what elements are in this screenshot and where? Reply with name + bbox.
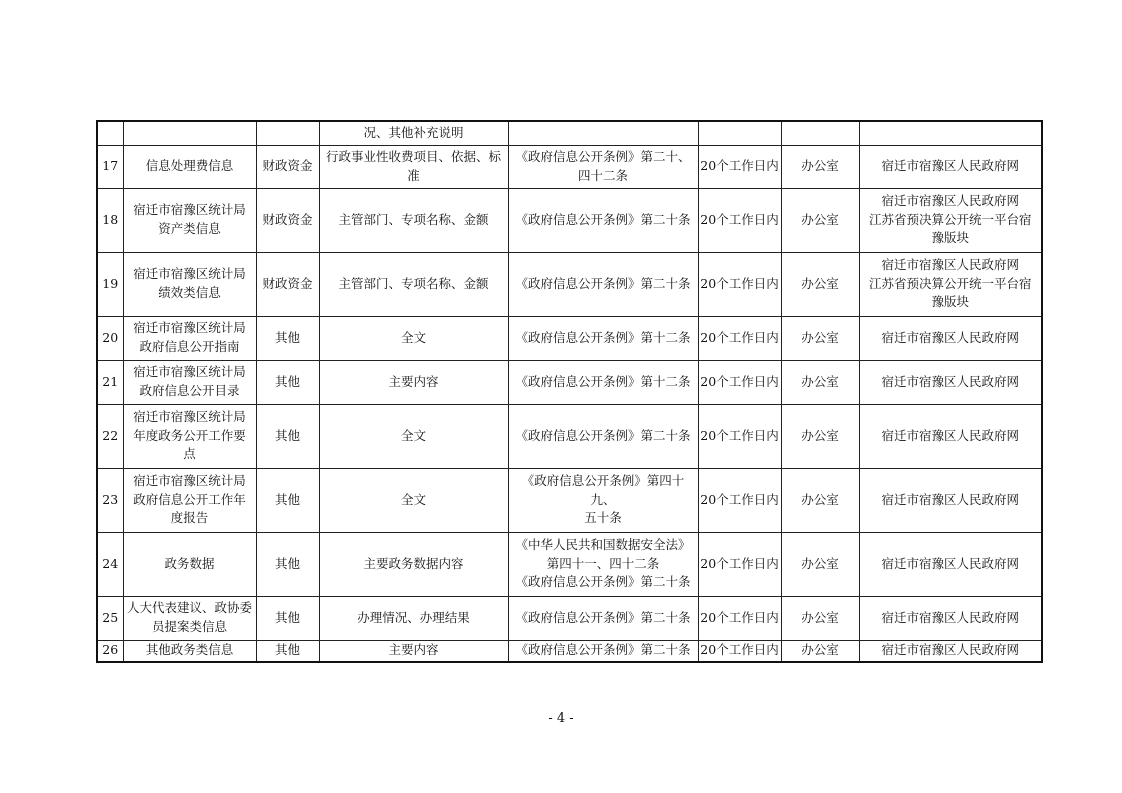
table-row xyxy=(97,316,1042,360)
cell-channel: 宿迁市宿豫区人民政府网 xyxy=(859,404,1042,468)
cell-deadline: 20个工作日内 xyxy=(698,145,781,188)
cell-deadline: 20个工作日内 xyxy=(698,188,781,252)
cell-category: 其他 xyxy=(256,640,319,662)
table-row xyxy=(97,121,1042,145)
cell-category: 其他 xyxy=(256,596,319,640)
cell-basis: 《政府信息公开条例》第二十、 四十二条 xyxy=(508,145,698,188)
cell-channel: 宿迁市宿豫区人民政府网 江苏省预决算公开统一平台宿 豫版块 xyxy=(859,252,1042,316)
cell-channel: 宿迁市宿豫区人民政府网 xyxy=(859,532,1042,596)
cell-content: 主管部门、专项名称、金额 xyxy=(319,188,508,252)
cell-deadline xyxy=(698,121,781,145)
cell-channel xyxy=(859,121,1042,145)
cell-deadline: 20个工作日内 xyxy=(698,532,781,596)
cell-channel: 宿迁市宿豫区人民政府网 xyxy=(859,596,1042,640)
cell-channel: 宿迁市宿豫区人民政府网 xyxy=(859,316,1042,360)
cell-deadline: 20个工作日内 xyxy=(698,404,781,468)
cell-basis xyxy=(508,121,698,145)
cell-no: 24 xyxy=(97,532,123,596)
cell-channel: 宿迁市宿豫区人民政府网 xyxy=(859,468,1042,532)
cell-department: 办公室 xyxy=(781,360,859,404)
cell-name: 宿迁市宿豫区统计局 政府信息公开指南 xyxy=(123,316,256,360)
cell-content: 行政事业性收费项目、依据、标 准 xyxy=(319,145,508,188)
cell-no: 17 xyxy=(97,145,123,188)
cell-basis: 《政府信息公开条例》第二十条 xyxy=(508,188,698,252)
cell-category: 其他 xyxy=(256,468,319,532)
cell-category: 财政资金 xyxy=(256,145,319,188)
cell-basis: 《政府信息公开条例》第十二条 xyxy=(508,360,698,404)
cell-no: 26 xyxy=(97,640,123,662)
cell-department: 办公室 xyxy=(781,188,859,252)
cell-basis: 《政府信息公开条例》第四十九、 五十条 xyxy=(508,468,698,532)
cell-channel: 宿迁市宿豫区人民政府网 江苏省预决算公开统一平台宿 豫版块 xyxy=(859,188,1042,252)
cell-department: 办公室 xyxy=(781,145,859,188)
cell-category: 其他 xyxy=(256,316,319,360)
cell-basis: 《政府信息公开条例》第十二条 xyxy=(508,316,698,360)
cell-content: 全文 xyxy=(319,404,508,468)
cell-channel: 宿迁市宿豫区人民政府网 xyxy=(859,145,1042,188)
cell-category: 其他 xyxy=(256,532,319,596)
cell-name: 政务数据 xyxy=(123,532,256,596)
cell-content: 全文 xyxy=(319,468,508,532)
cell-category: 财政资金 xyxy=(256,188,319,252)
table-row xyxy=(97,468,1042,532)
cell-no: 23 xyxy=(97,468,123,532)
cell-channel: 宿迁市宿豫区人民政府网 xyxy=(859,640,1042,662)
cell-name: 宿迁市宿豫区统计局 政府信息公开目录 xyxy=(123,360,256,404)
cell-content: 主要内容 xyxy=(319,360,508,404)
cell-basis: 《政府信息公开条例》第二十条 xyxy=(508,640,698,662)
cell-basis: 《中华人民共和国数据安全法》 第四十一、四十二条 《政府信息公开条例》第二十条 xyxy=(508,532,698,596)
cell-basis: 《政府信息公开条例》第二十条 xyxy=(508,596,698,640)
cell-no: 18 xyxy=(97,188,123,252)
cell-deadline: 20个工作日内 xyxy=(698,468,781,532)
table-row xyxy=(97,252,1042,316)
cell-deadline: 20个工作日内 xyxy=(698,360,781,404)
cell-deadline: 20个工作日内 xyxy=(698,596,781,640)
table-row xyxy=(97,404,1042,468)
cell-no: 20 xyxy=(97,316,123,360)
cell-department xyxy=(781,121,859,145)
cell-department: 办公室 xyxy=(781,468,859,532)
cell-content: 主要政务数据内容 xyxy=(319,532,508,596)
cell-category: 其他 xyxy=(256,360,319,404)
cell-name: 宿迁市宿豫区统计局 资产类信息 xyxy=(123,188,256,252)
cell-no xyxy=(97,121,123,145)
cell-no: 21 xyxy=(97,360,123,404)
cell-deadline: 20个工作日内 xyxy=(698,316,781,360)
disclosure-table xyxy=(96,120,1043,663)
cell-deadline: 20个工作日内 xyxy=(698,252,781,316)
cell-no: 22 xyxy=(97,404,123,468)
table-body xyxy=(97,121,1042,662)
cell-department: 办公室 xyxy=(781,532,859,596)
cell-content: 办理情况、办理结果 xyxy=(319,596,508,640)
cell-deadline: 20个工作日内 xyxy=(698,640,781,662)
cell-department: 办公室 xyxy=(781,596,859,640)
table-row xyxy=(97,188,1042,252)
cell-category: 财政资金 xyxy=(256,252,319,316)
cell-content: 主要内容 xyxy=(319,640,508,662)
cell-name: 宿迁市宿豫区统计局 政府信息公开工作年 度报告 xyxy=(123,468,256,532)
page-number: - 4 - xyxy=(548,711,574,726)
cell-content: 全文 xyxy=(319,316,508,360)
cell-basis: 《政府信息公开条例》第二十条 xyxy=(508,404,698,468)
cell-channel: 宿迁市宿豫区人民政府网 xyxy=(859,360,1042,404)
cell-category xyxy=(256,121,319,145)
cell-content: 主管部门、专项名称、金额 xyxy=(319,252,508,316)
cell-content: 况、其他补充说明 xyxy=(319,121,508,145)
table-row xyxy=(97,640,1042,662)
cell-name: 信息处理费信息 xyxy=(123,145,256,188)
cell-name: 宿迁市宿豫区统计局 绩效类信息 xyxy=(123,252,256,316)
cell-basis: 《政府信息公开条例》第二十条 xyxy=(508,252,698,316)
table-row xyxy=(97,596,1042,640)
table-row xyxy=(97,360,1042,404)
cell-name: 其他政务类信息 xyxy=(123,640,256,662)
cell-no: 25 xyxy=(97,596,123,640)
cell-name: 人大代表建议、政协委 员提案类信息 xyxy=(123,596,256,640)
table-row xyxy=(97,532,1042,596)
cell-category: 其他 xyxy=(256,404,319,468)
cell-department: 办公室 xyxy=(781,252,859,316)
table-row xyxy=(97,145,1042,188)
cell-name: 宿迁市宿豫区统计局 年度政务公开工作要 点 xyxy=(123,404,256,468)
cell-department: 办公室 xyxy=(781,316,859,360)
cell-no: 19 xyxy=(97,252,123,316)
cell-department: 办公室 xyxy=(781,404,859,468)
cell-department: 办公室 xyxy=(781,640,859,662)
cell-name xyxy=(123,121,256,145)
